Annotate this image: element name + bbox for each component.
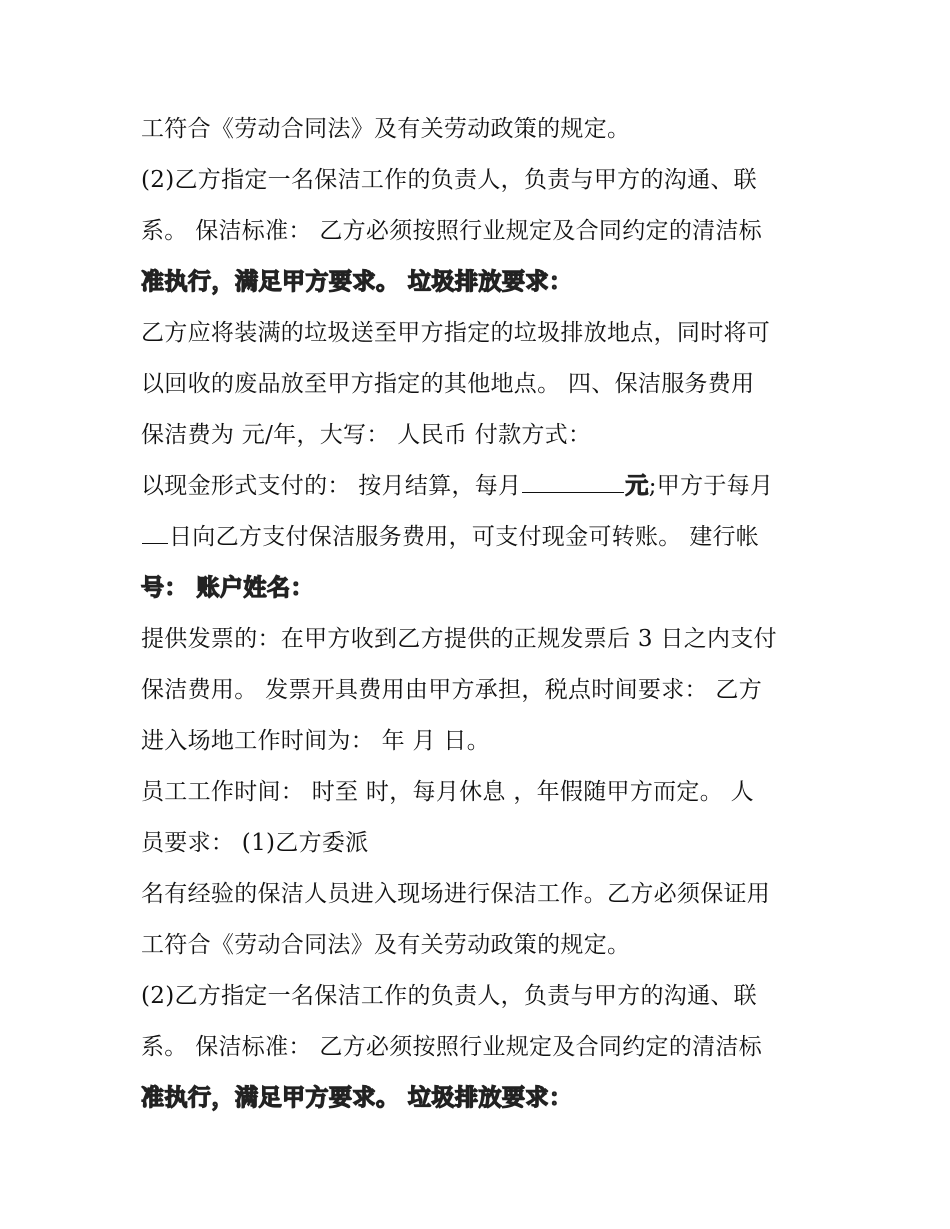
text-line: 工符合《劳动合同法》及有关劳动政策的规定。 [141, 932, 631, 958]
text-line: 系。 保洁标准： 乙方必须按照行业规定及合同约定的清洁标 [141, 1034, 763, 1060]
day-blank [142, 521, 168, 544]
text-line: 员工工作时间： 时至 时，每月休息 ，年假随甲方而定。 人 [141, 779, 754, 805]
text-line: 系。 保洁标准： 乙方必须按照行业规定及合同约定的清洁标 [141, 218, 763, 244]
text-line: 提供发票的：在甲方收到乙方提供的正规发票后 3 日之内支付 [141, 626, 777, 652]
text-line [141, 512, 821, 563]
outlined-text-line: 准执行，满足甲方要求。 垃圾排放要求： [141, 1085, 573, 1111]
text-line: 以回收的废品放至甲方指定的其他地点。 四、保洁服务费用 [141, 371, 755, 397]
text-line-content: 日向乙方支付保洁服务费用，可支付现金可转账。 建行帐 [169, 524, 760, 550]
text-line: 工符合《劳动合同法》及有关劳动政策的规定。 [141, 116, 631, 142]
text-line: 保洁费用。 发票开具费用由甲方承担，税点时间要求： 乙方 [141, 677, 763, 703]
payment-unit: 元 [625, 473, 649, 499]
text-line: 乙方应将装满的垃圾送至甲方指定的垃圾排放地点，同时将可 [141, 320, 771, 346]
document-body [141, 104, 821, 1124]
text-line: 进入场地工作时间为： 年 月 日。 [141, 728, 491, 754]
outlined-text-line: 号： 账户姓名： [141, 575, 315, 601]
payment-text-before: 以现金形式支付的： 按月结算，每月 [141, 473, 522, 499]
outlined-text-line: 准执行，满足甲方要求。 垃圾排放要求： [141, 269, 573, 295]
text-line: (2)乙方指定一名保洁工作的负责人，负责与甲方的沟通、联 [141, 983, 757, 1009]
amount-blank [522, 470, 624, 493]
text-line: (2)乙方指定一名保洁工作的负责人，负责与甲方的沟通、联 [141, 167, 757, 193]
text-line: 员要求： (1)乙方委派 [141, 830, 369, 856]
payment-text-after: ;甲方于每月 [648, 473, 774, 499]
text-line: 名有经验的保洁人员进入现场进行保洁工作。乙方必须保证用 [141, 881, 771, 907]
payment-line [141, 461, 821, 512]
text-line: 保洁费为 元/年，大写： 人民币 付款方式： [141, 422, 592, 448]
